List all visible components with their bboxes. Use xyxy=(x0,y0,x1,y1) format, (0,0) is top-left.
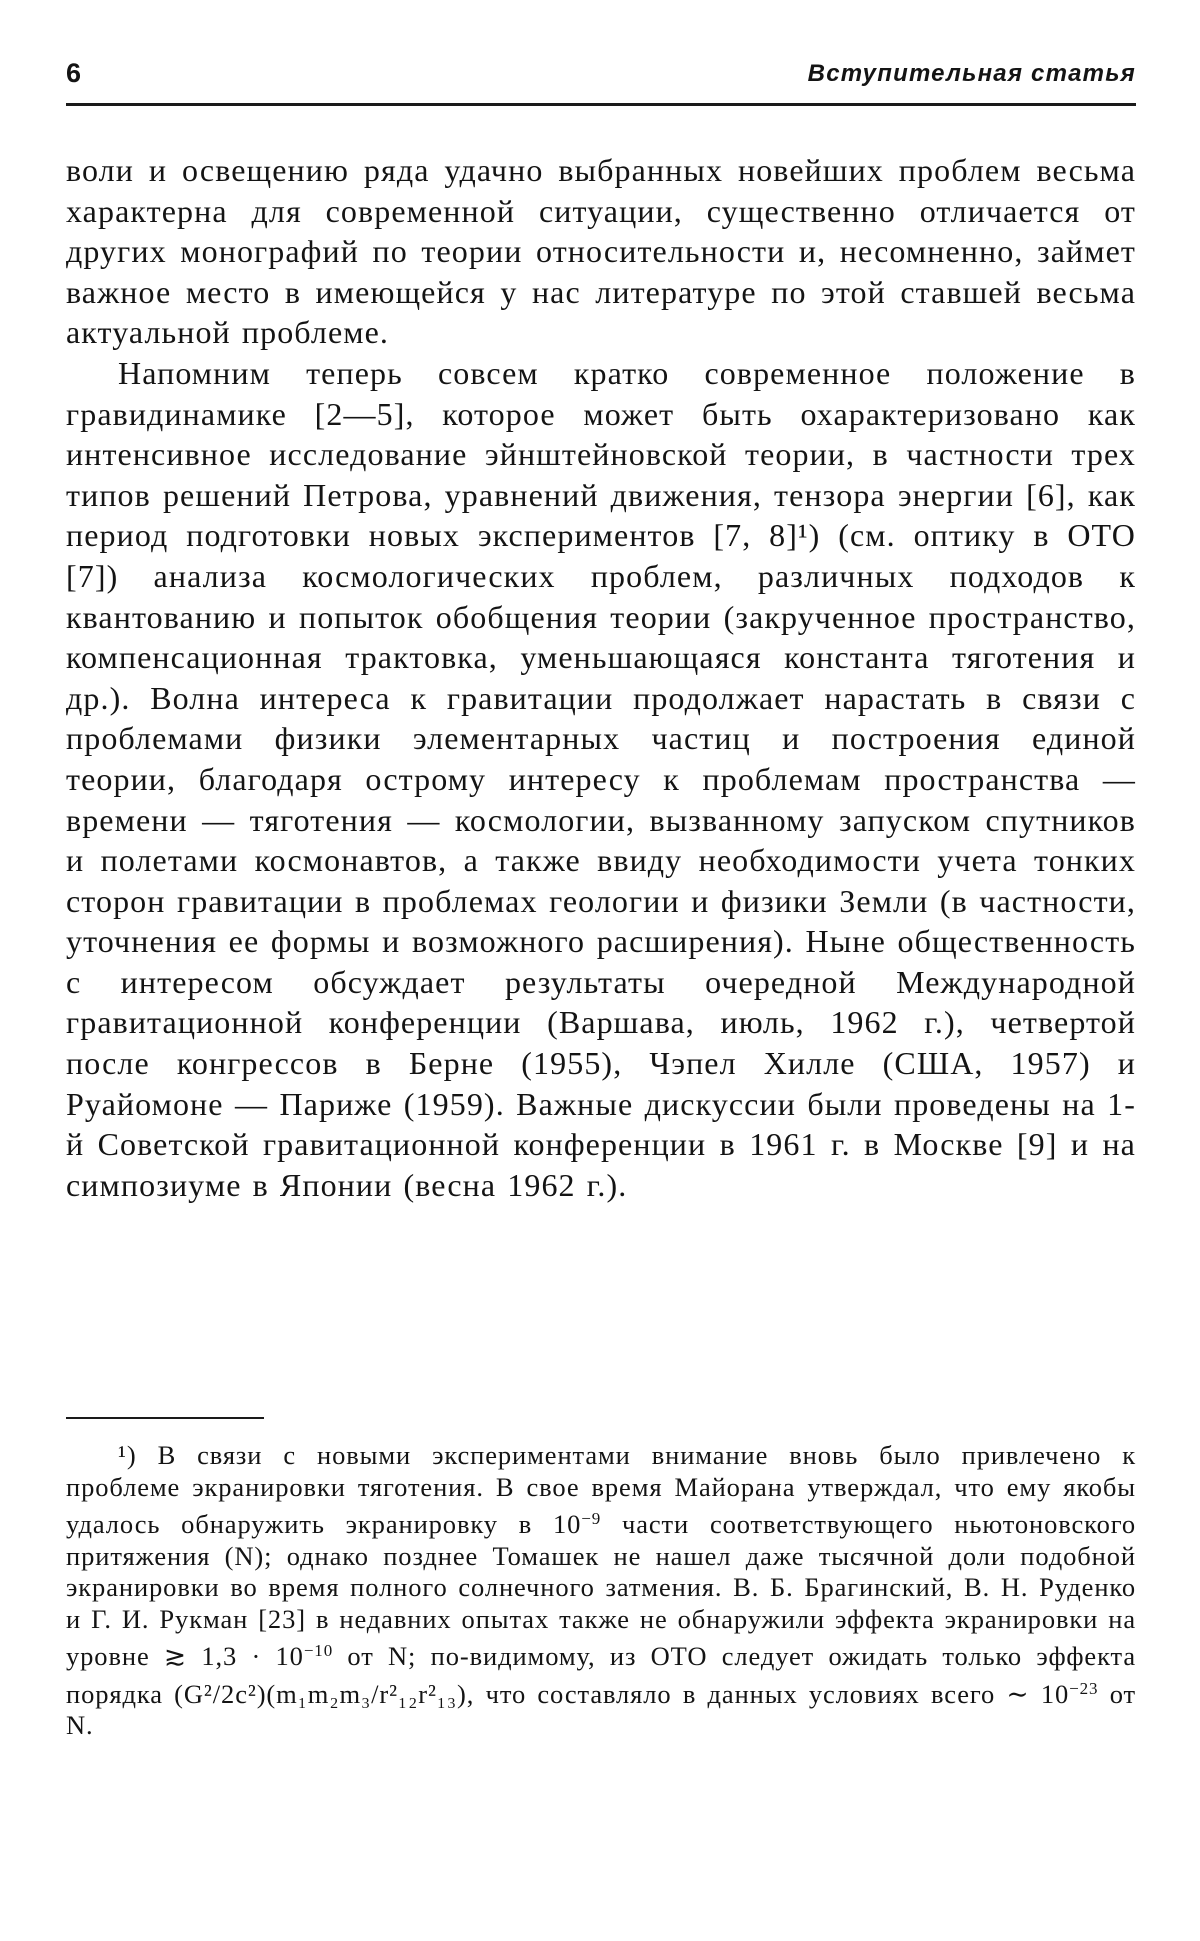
footnote-text: от N. xyxy=(66,1678,1136,1740)
running-head xyxy=(66,58,1136,94)
footnote-exponent: −9 xyxy=(581,1509,602,1528)
book-page xyxy=(66,0,1136,1941)
footnote-text: В связи с новыми экспериментами внимание вновь было привлечено к проблеме экранировки тяготения. В свое время Майорана утверждал, что ему якобы удалось обнаружить экранировку в 10 xyxy=(66,1440,1136,1539)
footnote-exponent: −23 xyxy=(1069,1678,1099,1698)
footnote-marker: ¹) xyxy=(118,1440,137,1470)
page-number: 6 xyxy=(66,58,82,88)
header-rule xyxy=(66,103,1136,106)
footnote-text: части соответствующего ньютоновского притяжения (N); однако позднее Томашек не нашел даже тысячной доли подобной экранировки во время полного солнечного затмения. В. Б. Брагинский, В. Н. Руденко и Г. И. Рукман [23] в недавних опытах также не обнаружили эффекта экранировки на уровне ≳ 1,3 · 10 xyxy=(66,1509,1136,1671)
footnote xyxy=(66,1440,1136,1742)
footnote-text: от N; по-видимому, из ОТО следует ожидать только эффекта порядка (G²/2c²)(m₁m₂m₃/r²₁₂r²₁₃), что составляло в данных условиях всего ∼ 10 xyxy=(66,1641,1136,1709)
paragraph: Напомним теперь совсем кратко современное положение в гравидинамике [2—5], которое может быть охарактеризовано как интенсивное исследование эйнштейновской теории, в частности трех типов решений Петрова, уравнений движения, тензора энергии [6], как период подготовки новых экспериментов [7, 8]¹) (см. оптику в ОТО [7]) анализа космологических проблем, различных подходов к квантованию и попыток обобщения теории (закрученное пространство, компенсационная трактовка, уменьшающаяся константа тяготения и др.). Волна интереса к гравитации продолжает нарастать в связи с проблемами физики элементарных частиц и построения единой теории, благодаря острому интересу к проблемам пространства — времени — тяготения — космологии, вызванному запуском спутников и полетами космонавтов, а также ввиду необходимости учета тонких сторон гравитации в проблемах геологии и физики Земли (в частности, уточнения ее формы и возможного расширения). Ныне общественность с интересом обсуждает результаты очередной Международной гравитационной конференции (Варшава, июль, 1962 г.), четвертой после конгрессов в Берне (1955), Чэпел Хилле (США, 1957) и Руайомоне — Париже (1959). Важные дискуссии были проведены на 1-й Советской гравитационной конференции в 1961 г. в Москве [9] и на симпозиуме в Японии (весна 1962 г.). xyxy=(66,354,1136,1203)
footnote-exponent: −10 xyxy=(303,1641,334,1660)
footnote-rule xyxy=(66,1417,264,1419)
section-title: Вступительная статья xyxy=(807,60,1136,87)
paragraph: воли и освещению ряда удачно выбранных новейших проблем весьма характерна для современной ситуации, существенно отличается от других монографий по теории относительности и, несомненно, займет важное место в имеющейся у нас литературе по этой ставшей весьма актуальной проблеме. xyxy=(66,152,1136,351)
main-text xyxy=(66,150,1136,1205)
